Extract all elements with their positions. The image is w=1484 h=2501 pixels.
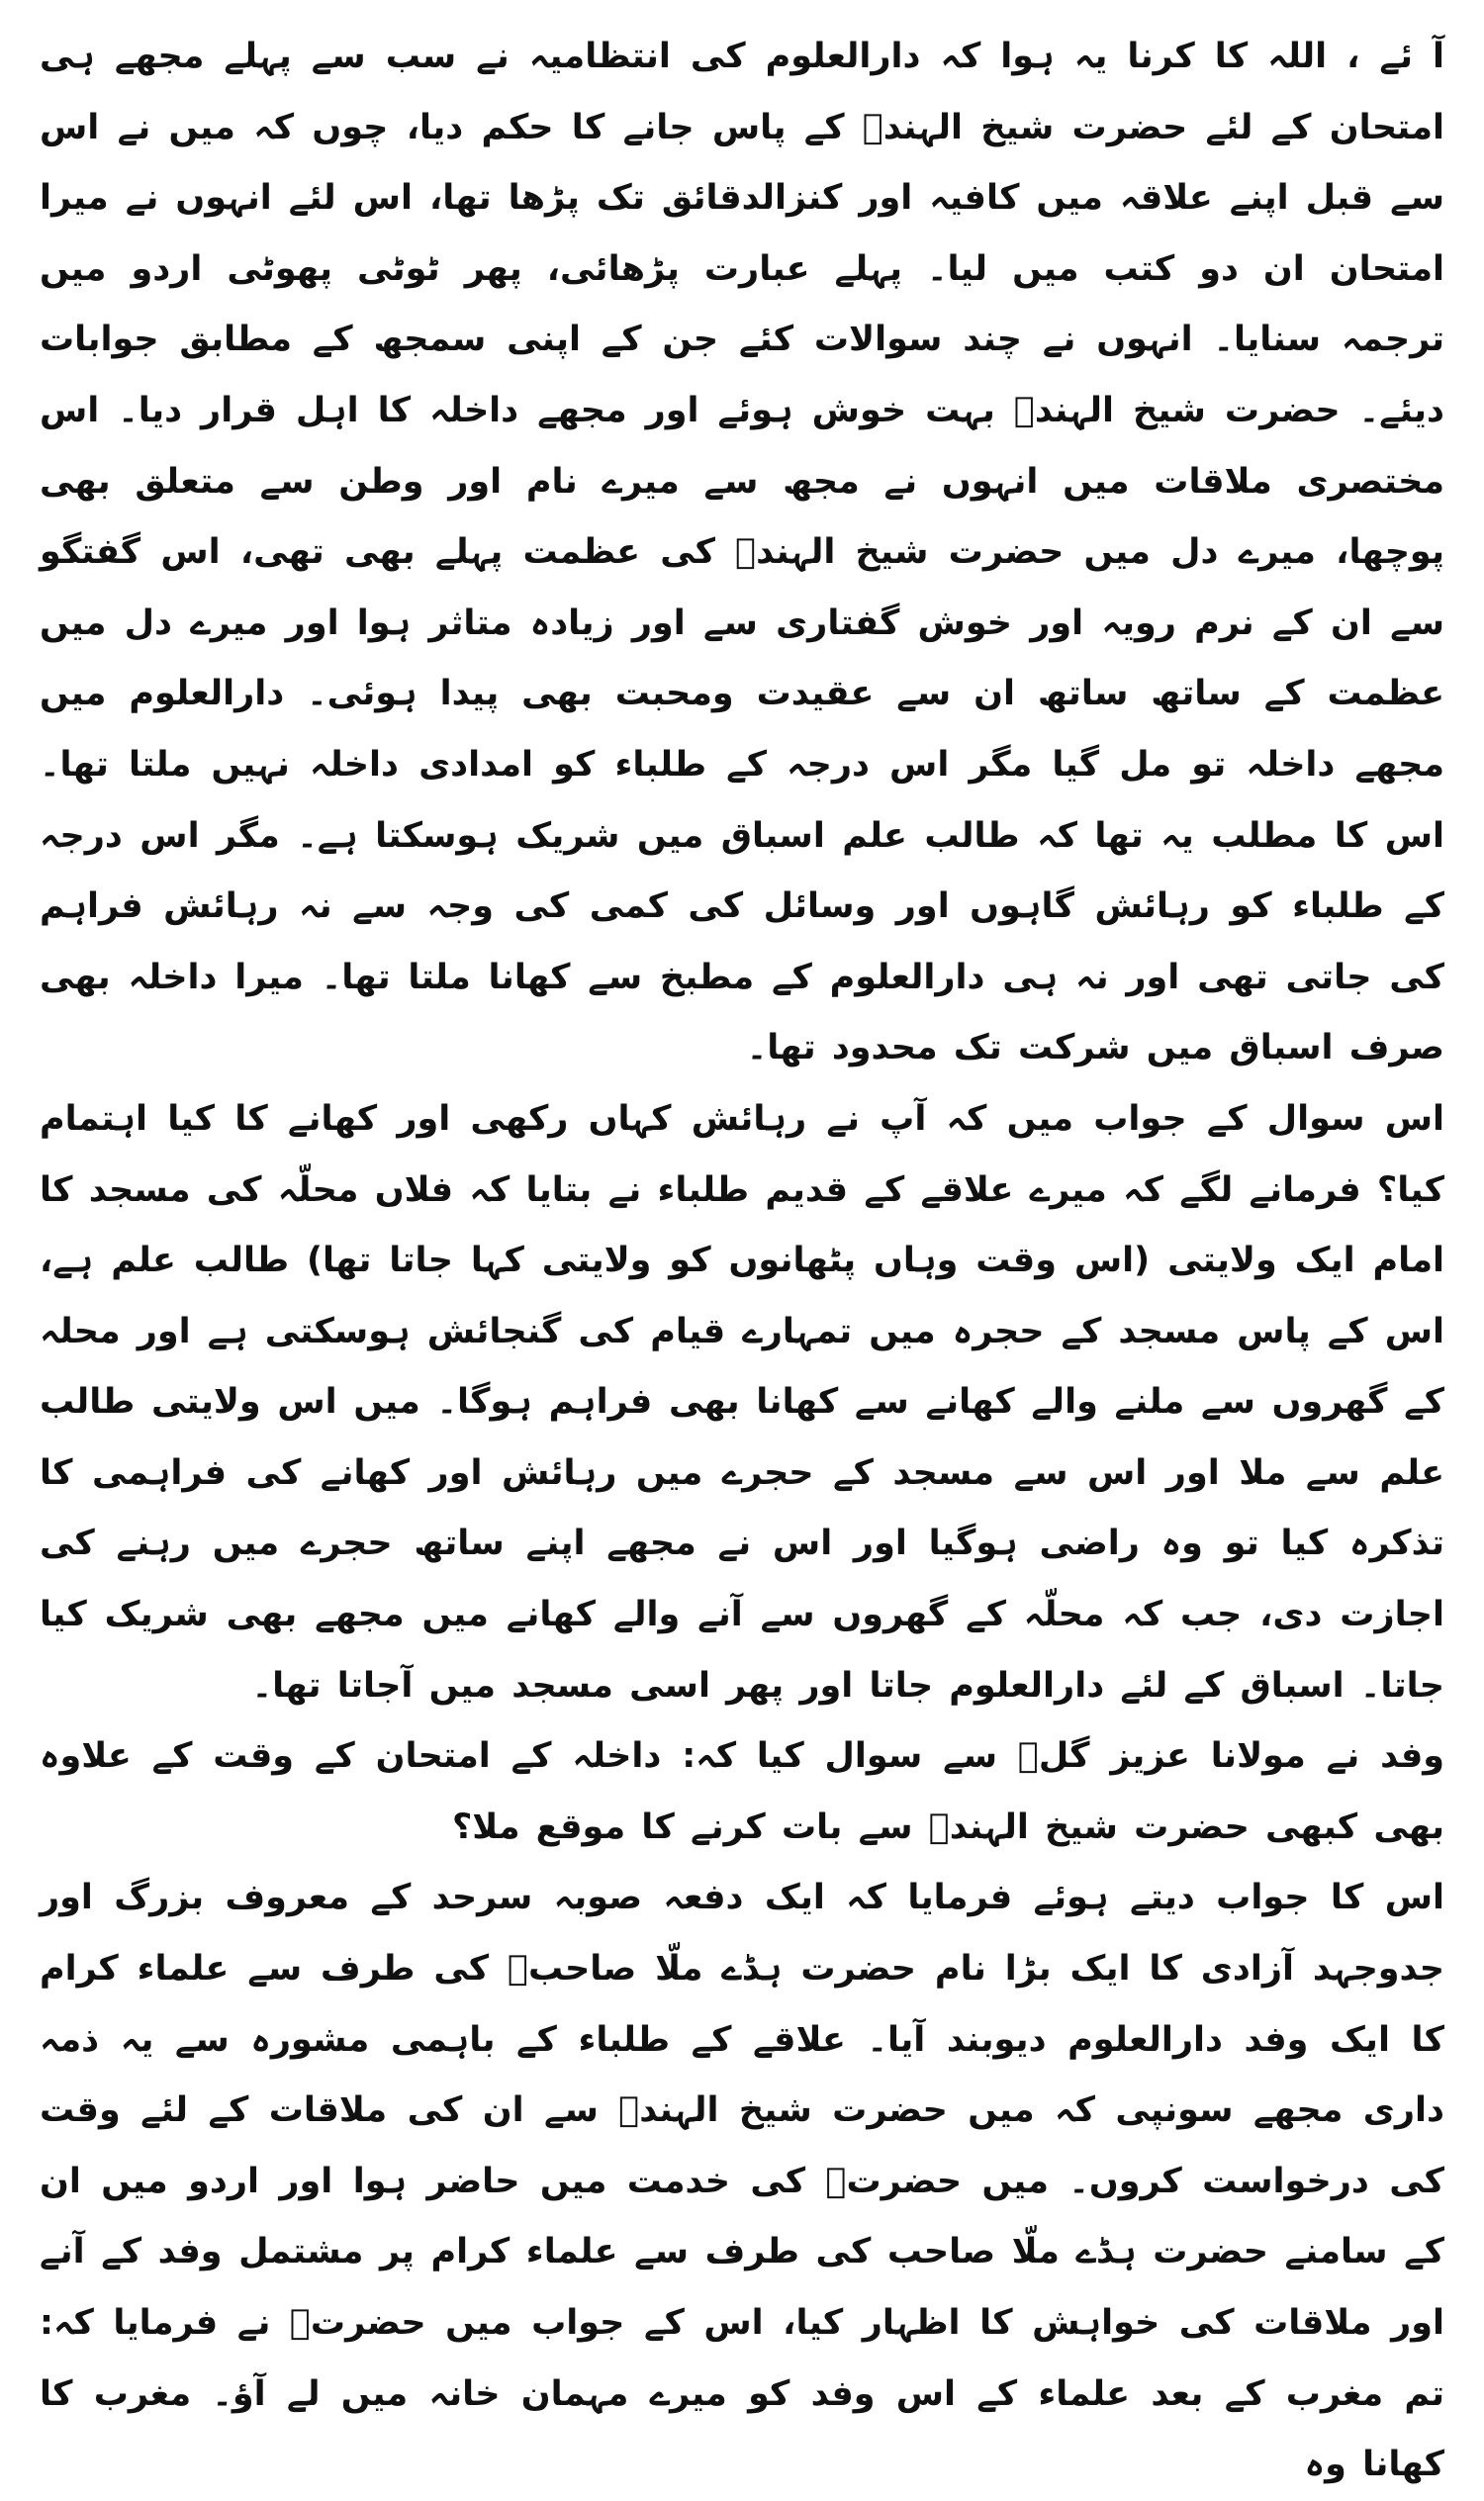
paragraph-delegation-question: وفد نے مولانا عزیز گلؒ سے سوال کیا کہ: داخلہ کے امتحان کے وقت کے علاوہ بھی کبھی حضرت شیخ الہندؒ سے بات کرنے کا موقع ملا؟ — [40, 1736, 1444, 1847]
article-body — [40, 22, 1444, 2501]
paragraph-residence-answer: اس سوال کے جواب میں کہ آپ نے رہائش کہاں رکھی اور کھانے کا کیا اہتمام کیا؟ فرمانے لگے کہ میرے علاقے کے قدیم طلباء نے بتایا کہ فلاں محلّہ کی مسجد کا امام ایک ولایتی (اس وقت وہاں پٹھانوں کو ولایتی کہا جاتا تھا) طالب علم ہے، اس کے پاس مسجد کے حجرہ میں تمہارے قیام کی گنجائش ہوسکتی ہے اور محلہ کے گھروں سے ملنے والے کھانے سے کھانا بھی فراہم ہوگا۔ میں اس ولایتی طالب علم سے ملا اور اس سے مسجد کے حجرے میں رہائش اور کھانے کی فراہمی کا تذکرہ کیا تو وہ راضی ہوگیا اور اس نے مجھے اپنے ساتھ حجرے میں رہنے کی اجازت دی، جب کہ محلّہ کے گھروں سے آنے والے کھانے میں مجھے بھی شریک کیا جاتا۔ اسباق کے لئے دارالعلوم جاتا اور پھر اسی مسجد میں آجاتا تھا۔ — [40, 1098, 1444, 1706]
paragraph-delegation-answer: اس کا جواب دیتے ہوئے فرمایا کہ ایک دفعہ صوبہ سرحد کے معروف بزرگ اور جدوجہد آزادی کا ایک بڑا نام حضرت ہڈے ملّا صاحبؒ کی طرف سے علماء کرام کا ایک وفد دارالعلوم دیوبند آیا۔ علاقے کے طلباء کے باہمی مشورہ سے یہ ذمہ داری مجھے سونپی کہ میں حضرت شیخ الہندؒ سے ان کی ملاقات کے لئے وقت کی درخواست کروں۔ میں حضرتؒ کی خدمت میں حاضر ہوا اور اردو میں ان کے سامنے حضرت ہڈے ملّا صاحب کی طرف سے علماء کرام پر مشتمل وفد کے آنے اور ملاقات کی خواہش کا اظہار کیا، اس کے جواب میں حضرتؒ نے فرمایا کہ: تم مغرب کے بعد علماء کے اس وفد کو میرے مہمان خانہ میں لے آؤ۔ مغرب کا کھانا وہ — [40, 1878, 1444, 2485]
paragraph-admission-exam: آ ئے ، اللہ کا کرنا یہ ہوا کہ دارالعلوم کی انتظامیہ نے سب سے پہلے مجھے ہی امتحان کے لئے حضرت شیخ الہندؒ کے پاس جانے کا حکم دیا، چوں کہ میں نے اس سے قبل اپنے علاقہ میں کافیہ اور کنزالدقائق تک پڑھا تھا، اس لئے انہوں نے میرا امتحان ان دو کتب میں لیا۔ پہلے عبارت پڑھائی، پھر ٹوٹی پھوٹی اردو میں ترجمہ سنایا۔ انہوں نے چند سوالات کئے جن کے اپنی سمجھ کے مطابق جوابات دیئے۔ حضرت شیخ الہندؒ بہت خوش ہوئے اور مجھے داخلہ کا اہل قرار دیا۔ اس مختصری ملاقات میں انہوں نے مجھ سے میرے نام اور وطن سے متعلق بھی پوچھا، میرے دل میں حضرت شیخ الہندؒ کی عظمت پہلے بھی تھی، اس گفتگو سے ان کے نرم رویہ اور خوش گفتاری سے اور زیادہ متاثر ہوا اور میرے دل میں عظمت کے ساتھ ساتھ ان سے عقیدت ومحبت بھی پیدا ہوئی۔ دارالعلوم میں مجھے داخلہ تو مل گیا مگر اس درجہ کے طلباء کو امدادی داخلہ نہیں ملتا تھا۔ اس کا مطلب یہ تھا کہ طالب علم اسباق میں شریک ہوسکتا ہے۔ مگر اس درجہ کے طلباء کو رہائش گاہوں اور وسائل کی کمی کی وجہ سے نہ رہائش فراہم کی جاتی تھی اور نہ ہی دارالعلوم کے مطبخ سے کھانا ملتا تھا۔ میرا داخلہ بھی صرف اسباق میں شرکت تک محدود تھا۔ — [40, 37, 1444, 1068]
